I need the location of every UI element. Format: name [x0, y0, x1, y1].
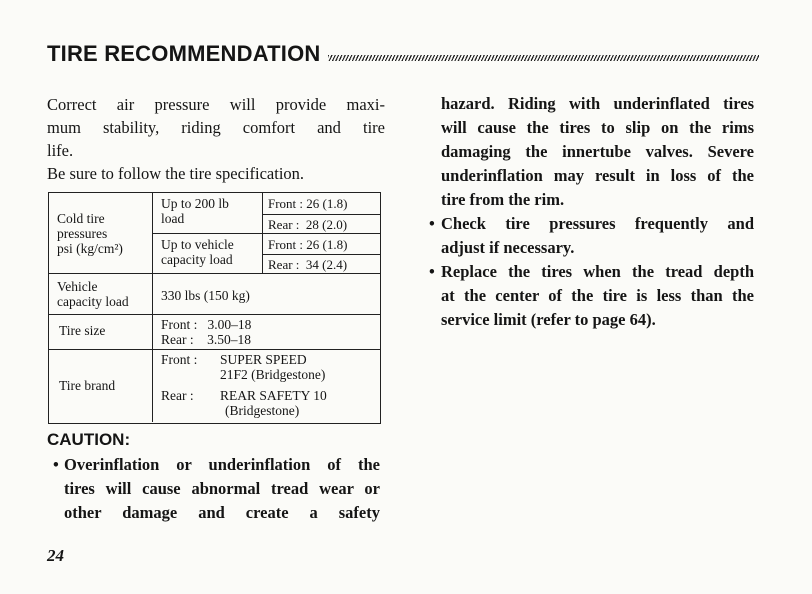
caution-line: Replace the tires when the tread depth: [441, 262, 754, 281]
caution-line: Overinflation or underinflation of the: [64, 455, 380, 474]
tire-brand-label: Tire brand: [59, 378, 116, 393]
cell-text: pressures: [57, 226, 108, 241]
table-divider: [262, 254, 380, 255]
vehicle-capacity-label: [57, 279, 152, 309]
cell-text: capacity load: [161, 252, 233, 267]
heading-title: TIRE RECOMMENDATION: [47, 41, 321, 66]
check-pressure-item: [429, 212, 754, 260]
intro-paragraph: [47, 93, 385, 185]
table-divider: [262, 214, 380, 215]
caution-line: will cause the tires to slip on the rims: [441, 118, 754, 137]
caution-line: underinflation may result in loss of the: [441, 166, 754, 185]
cell-text: Up to vehicle: [161, 237, 234, 252]
cell-text: SUPER SPEED: [220, 352, 307, 367]
caution-left-text: [53, 453, 380, 525]
load2-front-value: Front : 26 (1.8): [268, 237, 348, 252]
caution-line: tire from the rim.: [441, 190, 565, 209]
vehicle-capacity-value: 330 lbs (150 kg): [161, 288, 250, 303]
table-divider: [49, 349, 380, 350]
load-capacity-label: [161, 237, 261, 267]
cell-text: 21F2 (Bridgestone): [220, 367, 326, 382]
bullet-icon: •: [429, 262, 435, 281]
cell-text: psi (kg/cm²): [57, 241, 123, 256]
bullet-icon: •: [53, 455, 59, 474]
cell-text: capacity load: [57, 294, 129, 309]
caution-line: Check tire pressures frequently and: [441, 214, 754, 233]
cell-text: Vehicle: [57, 279, 98, 294]
cell-text: Cold tire: [57, 211, 105, 226]
brand-front-key: Front :: [161, 352, 198, 367]
cell-text: Up to 200 lb: [161, 196, 229, 211]
load1-rear-value: Rear : 28 (2.0): [268, 217, 348, 232]
caution-right-column: [429, 92, 754, 332]
caution-line: hazard. Riding with underinflated tires: [441, 94, 754, 113]
cold-pressure-label: [57, 211, 152, 256]
caution-line: damaging the innertube valves. Severe: [441, 142, 754, 161]
tire-size-front: Front : 3.00–18: [161, 317, 252, 332]
heading-hatched-rule: [328, 55, 759, 61]
caution-line: service limit (refer to page 64).: [441, 310, 656, 329]
caution-line: tires will cause abnormal tread wear or: [64, 479, 380, 498]
page-number: 24: [47, 546, 64, 565]
brand-rear-key: Rear :: [161, 388, 194, 403]
tire-size-rear: Rear : 3.50–18: [161, 332, 251, 347]
table-divider: [152, 233, 380, 234]
caution-line: adjust if necessary.: [441, 238, 575, 257]
table-divider: [49, 273, 380, 274]
table-divider: [49, 314, 380, 315]
intro-line: Correct air pressure will provide maxi-: [47, 95, 385, 114]
intro-line: life.: [47, 141, 74, 160]
caution-heading: CAUTION:: [47, 430, 131, 449]
brand-rear-value: [220, 388, 380, 418]
replace-tire-item: [429, 260, 754, 332]
tire-size-label: Tire size: [59, 323, 106, 338]
caution-line: at the center of the tire is less than the: [441, 286, 754, 305]
cell-text: REAR SAFETY 10: [220, 388, 327, 403]
caution-line: other damage and create a safety: [64, 503, 380, 522]
intro-line: Be sure to follow the tire specification.: [47, 164, 305, 183]
brand-front-value: [220, 352, 380, 382]
section-heading: [47, 40, 759, 70]
intro-line: mum stability, riding comfort and tire: [47, 118, 385, 137]
cell-text: load: [161, 211, 185, 226]
cell-text: (Bridgestone): [225, 403, 300, 418]
table-divider: [152, 193, 153, 422]
load-200lb-label: [161, 196, 261, 226]
tire-spec-table: [48, 192, 381, 424]
load2-rear-value: Rear : 34 (2.4): [268, 257, 348, 272]
load1-front-value: Front : 26 (1.8): [268, 196, 348, 211]
bullet-icon: •: [429, 214, 435, 233]
